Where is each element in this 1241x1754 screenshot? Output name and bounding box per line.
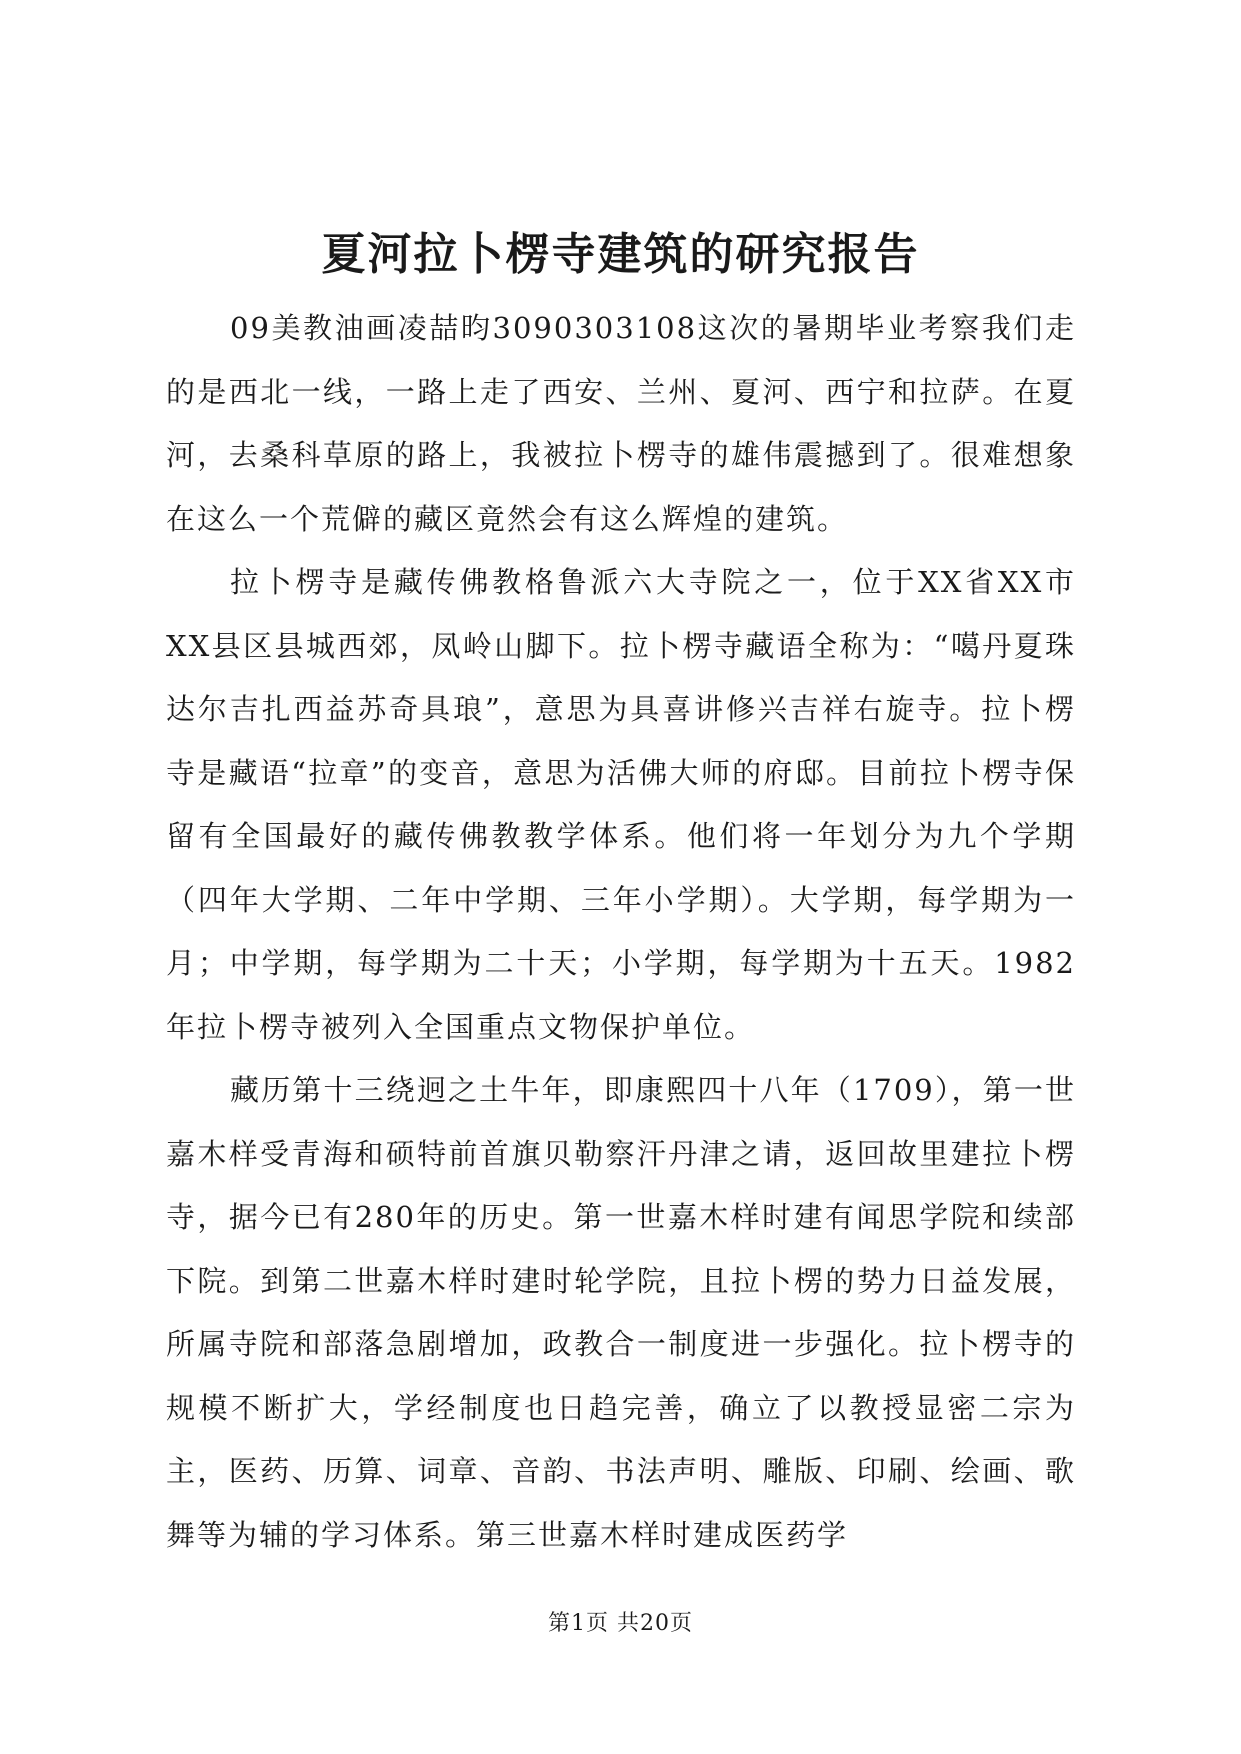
paragraph-history: 藏历第十三绕迥之土牛年，即康熙四十八年（1709），第一世嘉木样受青海和硕特前首旗贝勒察汗丹津之请，返回故里建拉卜楞寺，据今已有280年的历史。第一世嘉木样时建有闻思学院和续部下院。到第二世嘉木样时建时轮学院，且拉卜楞的势力日益发展，所属寺院和部落急剧增加，政教合一制度进一步强化。拉卜楞寺的规模不断扩大，学经制度也日趋完善，确立了以教授显密二宗为主，医药、历算、词章、音韵、书法声明、雕版、印刷、绘画、歌舞等为辅的学习体系。第三世嘉木样时建成医药学 <box>166 1073 1076 1552</box>
document-body <box>166 297 1076 1567</box>
page-number-footer: 第1页 共20页 <box>548 1611 693 1636</box>
paragraph-overview: 拉卜楞寺是藏传佛教格鲁派六大寺院之一，位于XX省XX市XX县区县城西郊，凤岭山脚下。拉卜楞寺藏语全称为：“噶丹夏珠达尔吉扎西益苏奇具琅”，意思为具喜讲修兴吉祥右旋寺。拉卜楞寺是藏语“拉章”的变音，意思为活佛大师的府邸。目前拉卜楞寺保留有全国最好的藏传佛教教学体系。他们将一年划分为九个学期（四年大学期、二年中学期、三年小学期）。大学期，每学期为一月；中学期，每学期为二十天；小学期，每学期为十五天。1982年拉卜楞寺被列入全国重点文物保护单位。 <box>166 565 1076 1044</box>
document-title: 夏河拉卜楞寺建筑的研究报告 <box>321 229 920 280</box>
paragraph-intro: 09美教油画凌喆昀3090303108这次的暑期毕业考察我们走的是西北一线，一路上走了西安、兰州、夏河、西宁和拉萨。在夏河，去桑科草原的路上，我被拉卜楞寺的雄伟震撼到了。很难想象在这么一个荒僻的藏区竟然会有这么辉煌的建筑。 <box>166 311 1076 536</box>
